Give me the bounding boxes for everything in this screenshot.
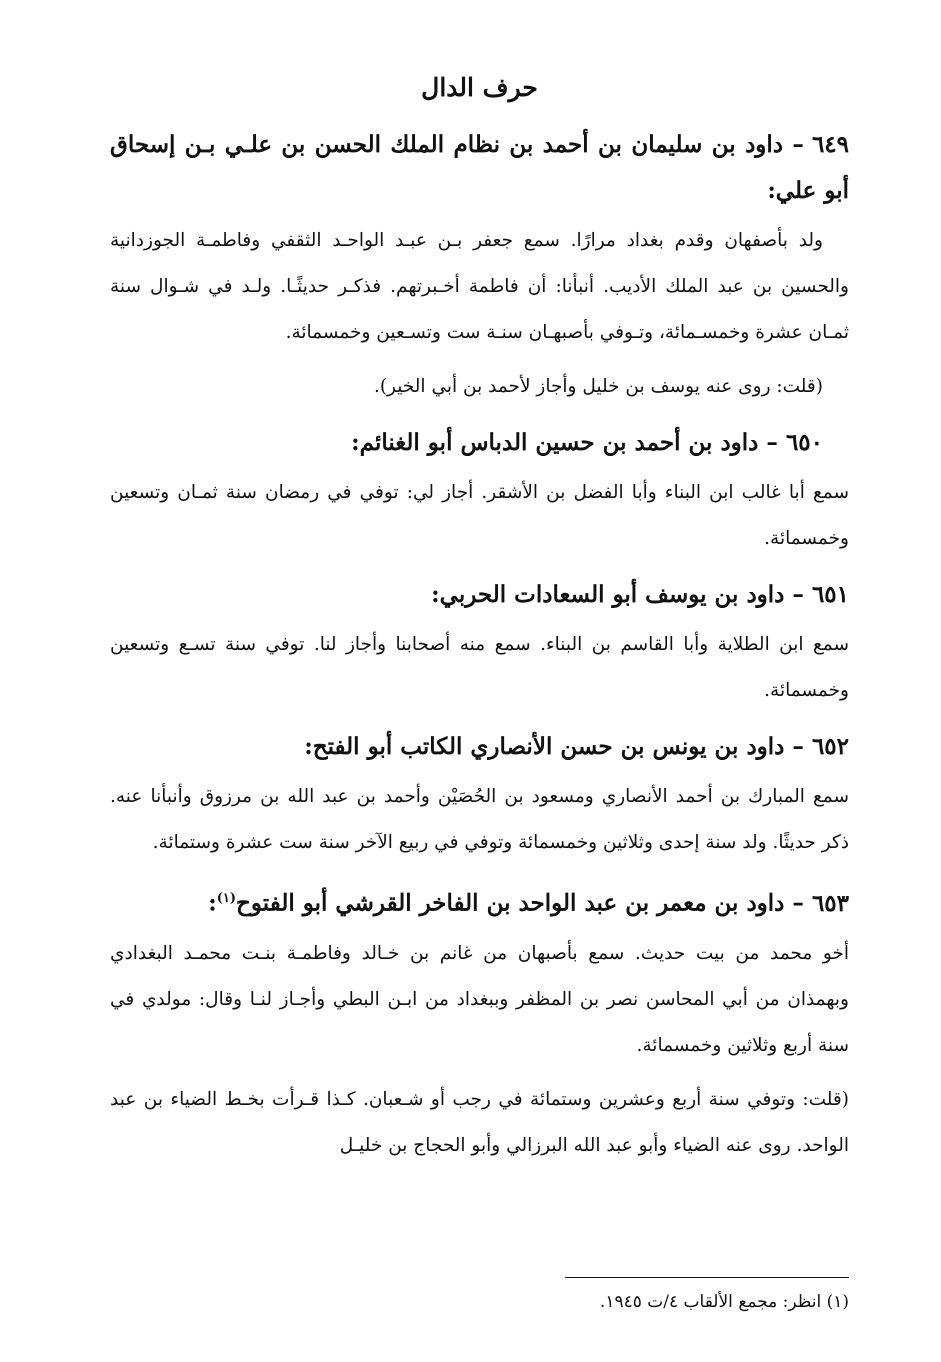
entry-title: – داود بن معمر بن عبد الواحد بن الفاخر القرشي أبو الفتوح (236, 889, 804, 917)
entry-paragraph: (قلت: وتوفي سنة أربع وعشرين وستمائة في رجب أو شـعبان. كـذا قـرأت بخـط الضياء بن عبد الواحد. روى عنه الضياء وأبو عبد الله البرزالي وأبو الحجاج بن خليـل (110, 1088, 849, 1156)
entry-paragraph: (قلت: روى عنه يوسف بن خليل وأجاز لأحمد بن أبي الخير). (373, 376, 823, 397)
entry-650 (110, 420, 849, 562)
entry-number: ٦٤٩ (811, 131, 849, 158)
footnote: (١) انظر: مجمع الألقاب ٤/ت ١٩٤٥. (599, 1292, 849, 1312)
entry-title: – داود بن يونس بن حسن الأنصاري الكاتب أبو الفتح: (304, 733, 804, 760)
entry-649 (110, 122, 849, 410)
entry-652 (110, 724, 849, 866)
entry-heading (110, 876, 849, 927)
entry-paragraph: أخو محمد من بيت حديث. سمع بأصبهان من غانم بن خـالد وفاطمـة بنـت محمـد البغدادي وبهمذان من أبي المحاسن نصر بن المظفر وببغداد من ابـن البطي وأجـاز لنـا وقال: مولدي في سنة أربع وثلاثين وخمسمائة. (110, 942, 849, 1056)
entry-number: ٦٥٣ (811, 889, 849, 917)
entry-heading (110, 572, 849, 618)
footnote-mark[interactable]: (١) (216, 891, 237, 906)
entry-paragraph: سمع ابن الطلاية وأبا القاسم بن البناء. سمع منه أصحابنا وأجاز لنا. توفي سنة تسـع وتسعين وخمسمائة. (110, 634, 849, 701)
page-body (110, 70, 849, 1179)
heading-colon: : (208, 889, 217, 917)
section-title: حرف الدال (421, 73, 538, 102)
entry-paragraph: سمع المبارك بن أحمد الأنصاري ومسعود بن الحُصَيْن وأحمد بن عبد الله بن مرزوق وأنبأنا عنه. ذكر حديثًا. ولد سنة إحدى وثلاثين وخمسمائة وتوفي في ربيع الآخر سنة ست عشرة وستمائة. (110, 786, 849, 853)
entry-653 (110, 876, 849, 1169)
entry-number: ٦٥٠ (785, 429, 823, 456)
footnote-divider (565, 1277, 849, 1278)
entry-heading (110, 420, 849, 466)
entry-title: – داود بن يوسف أبو السعادات الحربي: (431, 581, 804, 608)
entry-number: ٦٥١ (811, 581, 849, 608)
entry-heading (110, 122, 849, 214)
entry-heading (110, 724, 849, 770)
entry-paragraph: سمع أبا غالب ابن البناء وأبا الفضل بن الأشقر. أجاز لي: توفي في رمضان سنة ثمـان وتسعين وخمسمائة. (110, 482, 849, 549)
entry-number: ٦٥٢ (811, 733, 849, 760)
entry-title: – داود بن سليمان بن أحمد بن نظام الملك الحسن بن علـي بـن إسحاق أبو علي: (110, 131, 849, 204)
entry-651 (110, 572, 849, 714)
entry-paragraph: ولد بأصفهان وقدم بغداد مرارًا. سمع جعفر بـن عبـد الواحـد الثقفي وفاطمـة الجوزدانية والحسين بن عبد الملك الأديب. أنبأنا: أن فاطمة أخـبرتهم. فذكـر حديثًـا. ولـد في شـوال سنة ثمـان عشرة وخمسـمائة، وتـوفي بأصبهـان سنـة ست وتسـعين وخمسمائة. (110, 230, 849, 343)
entry-title: – داود بن أحمد بن حسين الدباس أبو الغنائم: (351, 429, 778, 456)
